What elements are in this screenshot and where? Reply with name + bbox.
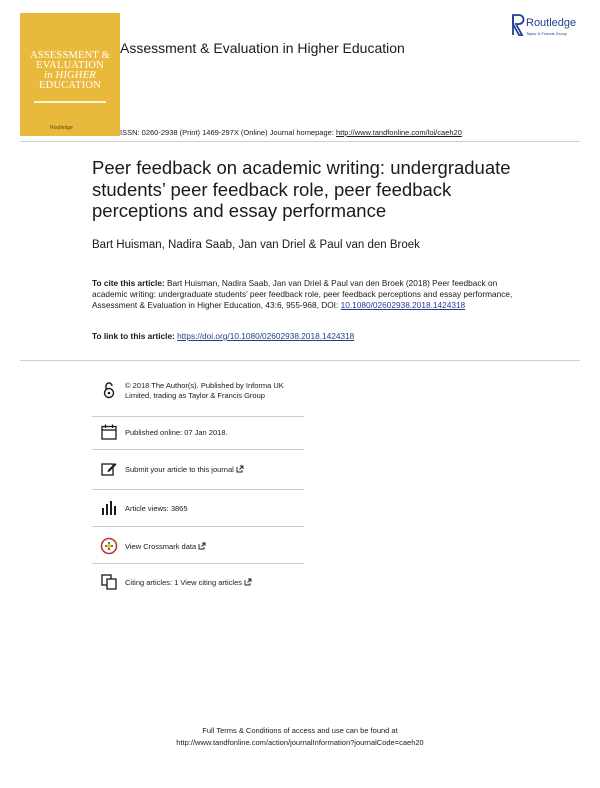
- link-label: To link to this article:: [92, 331, 178, 341]
- article-views: Article views: 3865: [125, 504, 188, 513]
- published-row: [92, 417, 304, 450]
- citation-block: [92, 278, 522, 311]
- journal-cover-image: [20, 13, 120, 136]
- citing-articles-label[interactable]: Citing articles: 1 View citing articles: [125, 578, 242, 587]
- external-link-icon: [244, 578, 252, 586]
- article-url-link[interactable]: https://doi.org/10.1080/02602938.2018.1424318: [177, 331, 355, 341]
- journal-title: Assessment & Evaluation in Higher Education: [120, 40, 405, 56]
- crossmark-row[interactable]: [92, 527, 304, 564]
- footer-terms-url[interactable]: http://www.tandfonline.com/action/journalInformation?journalCode=caeh20: [176, 738, 424, 747]
- doi-link[interactable]: 10.1080/02602938.2018.1424318: [340, 300, 466, 310]
- cite-text: Bart Huisman, Nadira Saab, Jan van Driel & Paul van den Broek (2018) Peer feedback on academic writing: undergraduate students’ peer feedback role, peer feedback perceptions and essay performance, Assessment & Evaluation in Higher Education, 43:6, 955-968, DOI:: [92, 278, 513, 310]
- bar-chart-icon: [100, 499, 118, 517]
- routledge-logo: [511, 13, 591, 39]
- citing-row[interactable]: [92, 564, 304, 601]
- submit-article-label[interactable]: Submit your article to this journal: [125, 465, 234, 474]
- cover-title: [24, 51, 116, 91]
- article-link-line: [92, 331, 354, 341]
- body-divider: [20, 360, 580, 361]
- cite-label: To cite this article:: [92, 278, 165, 288]
- article-title: Peer feedback on academic writing: undergraduate students’ peer feedback role, peer feedback perceptions and essay performance: [92, 157, 511, 221]
- issn-text: ISSN: 0260-2938 (Print) 1469-297X (Online) Journal homepage:: [120, 128, 336, 137]
- submit-row[interactable]: [92, 450, 304, 490]
- header-divider: [20, 141, 580, 142]
- license-row: [92, 375, 304, 417]
- publisher-tagline: Taylor & Francis Group: [526, 31, 567, 36]
- views-row: [92, 490, 304, 527]
- issn-line: [120, 128, 462, 137]
- article-authors: Bart Huisman, Nadira Saab, Jan van Driel & Paul van den Broek: [92, 239, 420, 251]
- open-access-icon: [100, 381, 118, 399]
- external-link-icon: [236, 465, 244, 473]
- crossmark-link[interactable]: [125, 542, 305, 552]
- cover-title-line: in HIGHER: [44, 70, 96, 81]
- cover-title-line: EDUCATION: [39, 80, 101, 91]
- external-link-icon: [198, 542, 206, 550]
- cover-title-line: ASSESSMENT &: [29, 50, 111, 61]
- published-date: Published online: 07 Jan 2018.: [125, 428, 228, 437]
- journal-homepage-link[interactable]: http://www.tandfonline.com/loi/caeh20: [335, 128, 462, 137]
- publisher-name: Routledge: [526, 17, 577, 29]
- footer-terms: Full Terms & Conditions of access and use can be found at: [202, 726, 398, 735]
- license-text: © 2018 The Author(s). Published by Informa UK Limited, trading as Taylor & Francis Group: [125, 381, 284, 400]
- routledge-r-icon: [511, 13, 525, 37]
- calendar-icon: [100, 423, 118, 441]
- article-info-list: [92, 375, 304, 601]
- cover-publisher-logo: Routledge: [50, 125, 73, 131]
- submit-article-link[interactable]: [125, 465, 305, 475]
- cover-rule: [34, 101, 106, 103]
- citing-articles-link[interactable]: [125, 578, 305, 588]
- cover-title-line: EVALUATION: [36, 60, 104, 71]
- crossmark-label[interactable]: View Crossmark data: [125, 542, 197, 551]
- pencil-edit-icon: [100, 460, 118, 478]
- copy-citing-icon: [100, 573, 118, 591]
- crossmark-icon: [100, 537, 118, 555]
